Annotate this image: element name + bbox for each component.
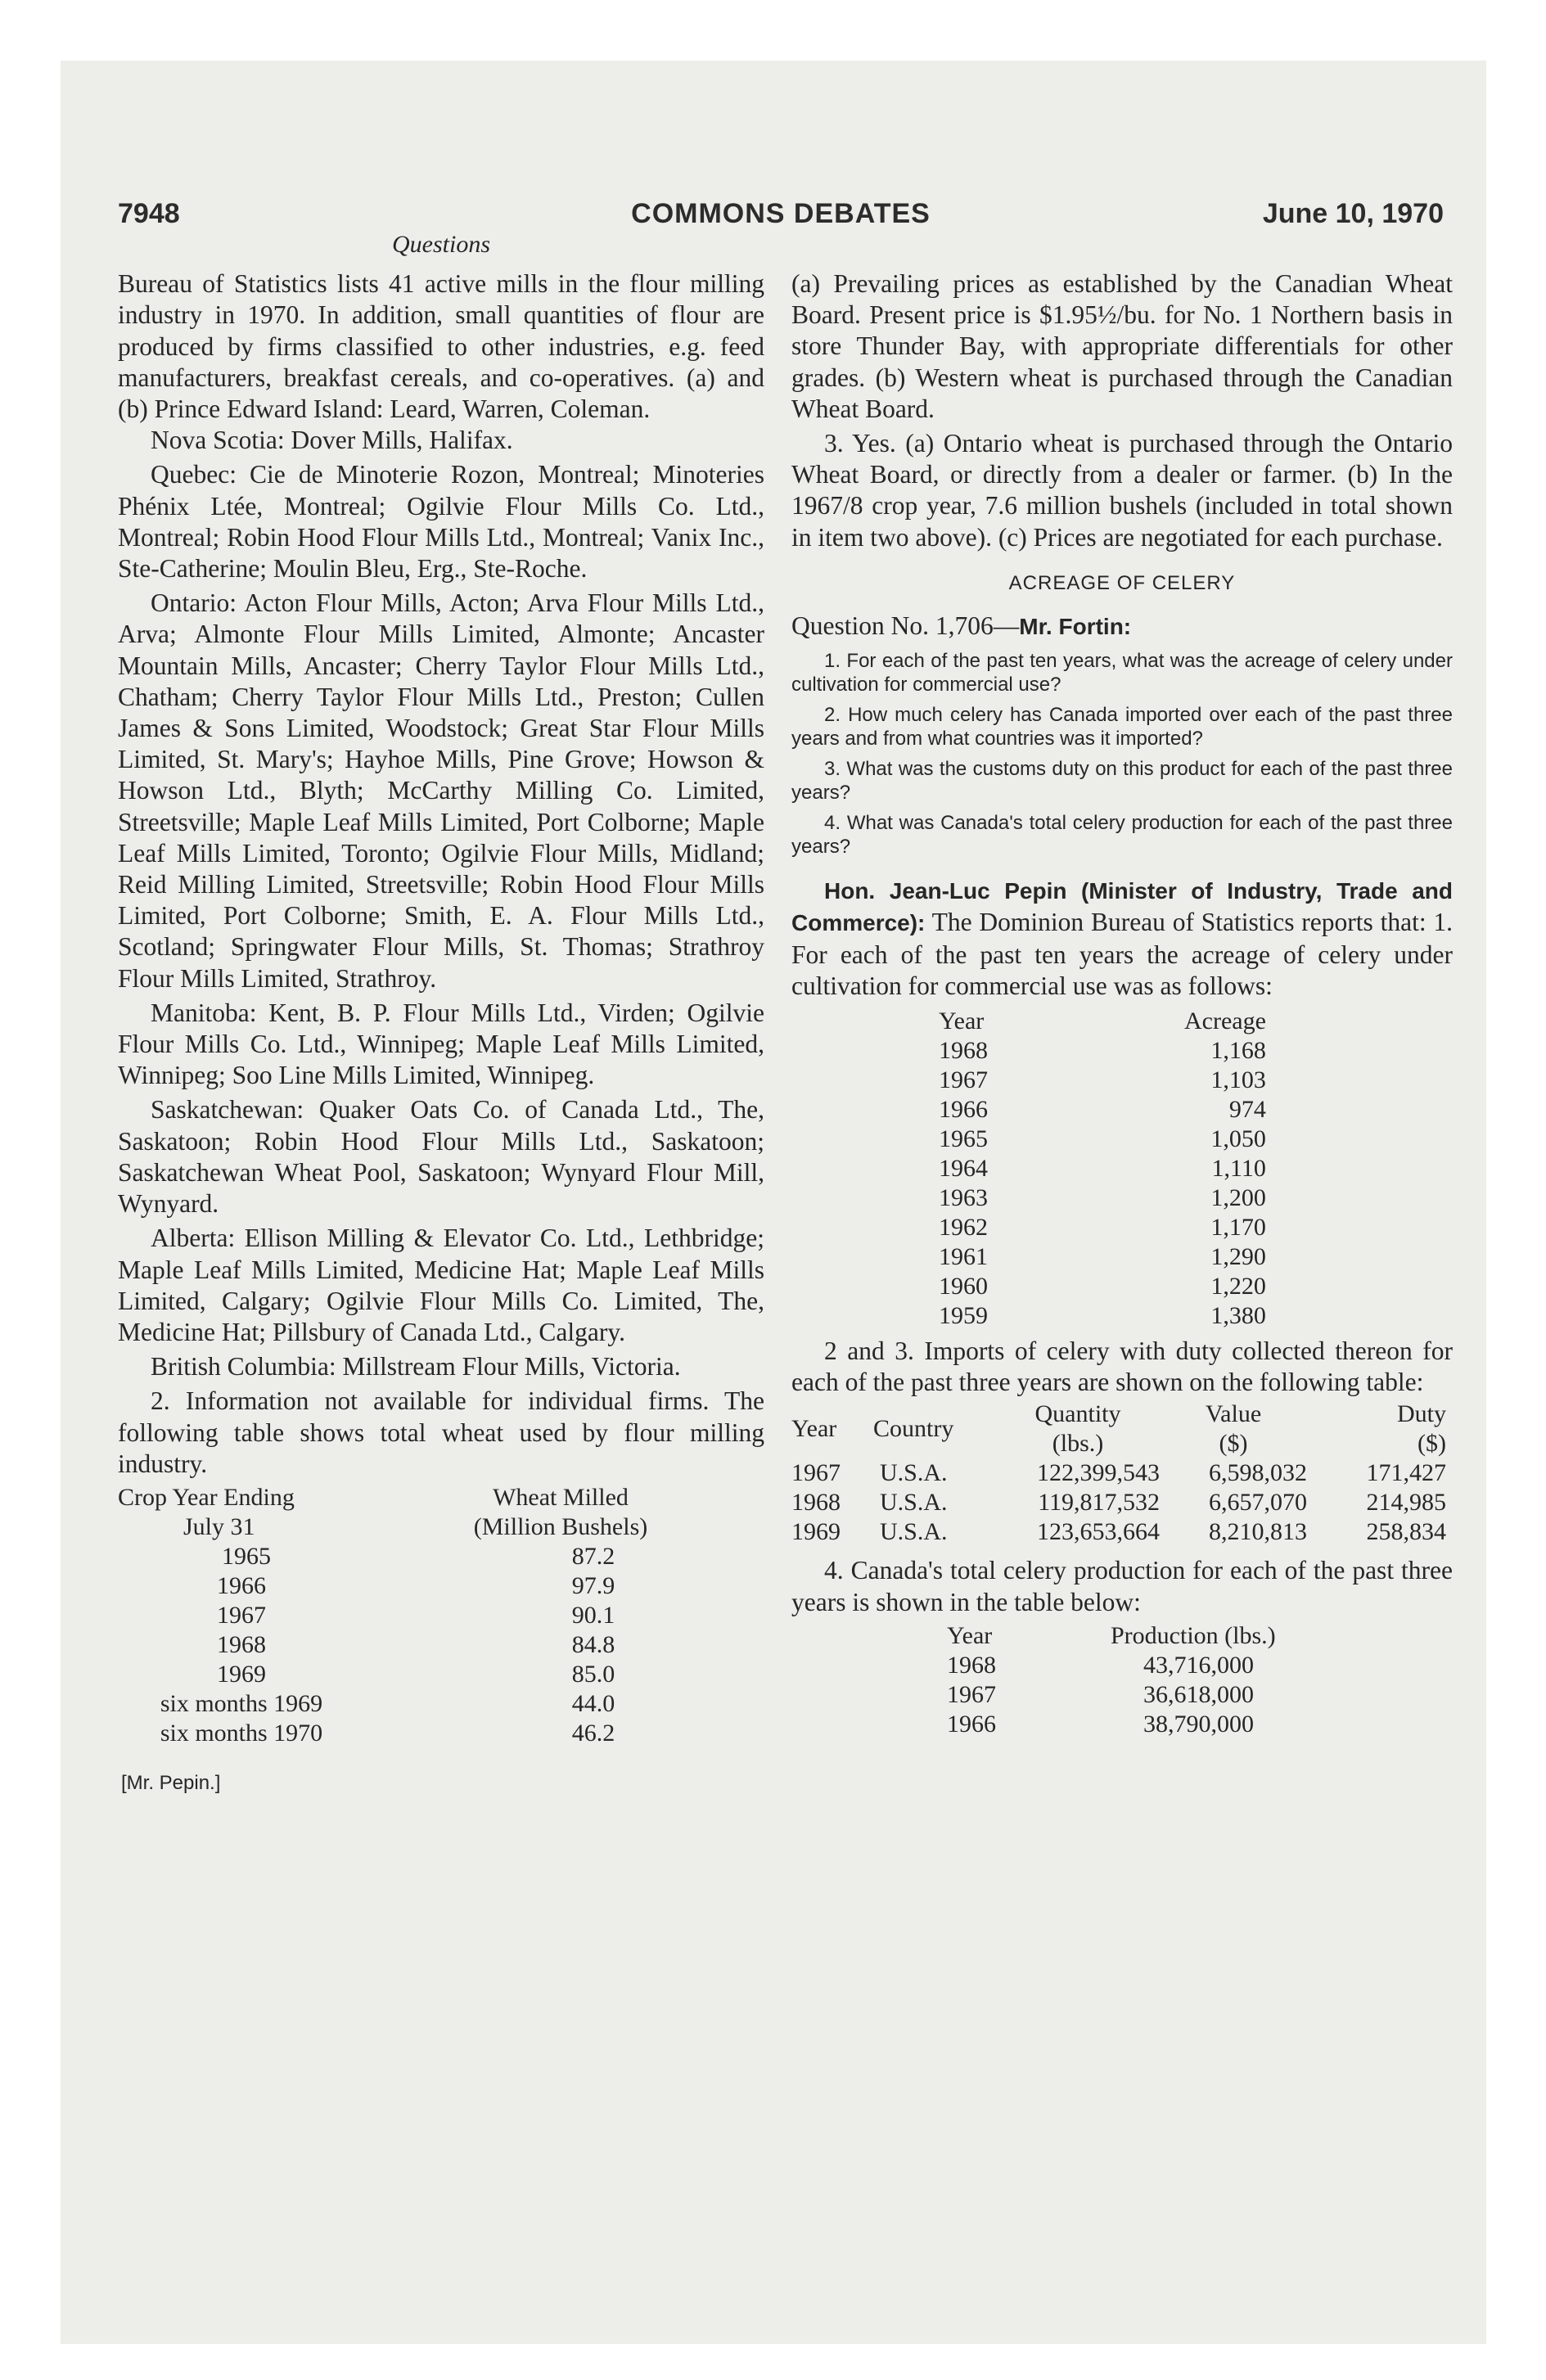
question-heading (791, 611, 1453, 642)
column-header-year: Year (939, 1007, 985, 1035)
paragraph-ontario: Ontario: Acton Flour Mills, Acton; Arva Flour Mills Ltd., Arva; Almonte Flour Mills Limited, Almonte; Ancaster Mountain Mills, Ancaster; Cherry Taylor Flour Mills Ltd., Chatham; Cherry Taylor Flour Mills Ltd., Preston; Cullen James & Sons Limited, Woodstock; Great Star Flour Mills Limited, St. Mary's; Hayhoe Mills, Pine Grove; Howson & Howson Ltd., Blyth; McCarthy Milling Co. Limited, Streetsville; Maple Leaf Mills Limited, Port Colborne; Maple Leaf Mills Limited, Toronto; Ogilvie Flour Mills, Midland; Reid Milling Limited, Streetsville; Robin Hood Flour Mills Limited, Port Colborne; Smith, E. A. Flour Mills Ltd., Scotland; Springwater Flour Mills, St. Thomas; Strathroy Flour Mills Limited, Strathroy. (118, 588, 764, 993)
column-header-line: ($) (1418, 1430, 1446, 1458)
table-row (118, 1601, 756, 1630)
table-row (939, 1095, 1266, 1125)
table-cell: 1968 (217, 1630, 266, 1658)
table-cell: 87.2 (571, 1542, 615, 1570)
question-item: 1. For each of the past ten years, what was the acreage of celery under cultivation for commercial use? (791, 650, 1453, 696)
table-row (939, 1036, 1266, 1066)
table-row (939, 1066, 1266, 1095)
table-cell: 1,110 (1211, 1155, 1266, 1183)
table-cell: 122,399,543 (1037, 1459, 1160, 1487)
question-item: 3. What was the customs duty on this product for each of the past three years? (791, 758, 1453, 805)
table-cell: 1962 (939, 1214, 988, 1242)
table-cell: 1966 (217, 1571, 266, 1599)
page-date: June 10, 1970 (1262, 198, 1444, 229)
table-cell: 974 (1228, 1096, 1266, 1124)
table-row (791, 1517, 1446, 1547)
table-cell: 90.1 (571, 1601, 615, 1629)
celery-acreage-table (939, 1007, 1266, 1331)
column-header-line: July 31 (183, 1512, 255, 1540)
column-header-quantity (996, 1400, 1160, 1458)
column-header-production: Production (lbs.) (1111, 1621, 1276, 1649)
table-row (118, 1689, 756, 1719)
paragraph-mill-count: Bureau of Statistics lists 41 active mills in the flour milling industry in 1970. In addition, small quantities of flour are produced by firms classified to other industries, e.g. feed manufacturers, breakfast cereals, and co-operatives. (a) and (b) Prince Edward Island: Leard, Warren, Coleman. (118, 269, 764, 424)
column-header-year: Year (947, 1621, 993, 1649)
table-cell: U.S.A. (880, 1459, 948, 1487)
paragraph-quebec: Quebec: Cie de Minoterie Rozon, Montreal; Minoteries Phénix Ltée, Montreal; Ogilvie Flour Mills Co. Ltd., Montreal; Robin Hood Flour Mills Ltd., Montreal; Vanix Inc., Ste-Catherine; Moulin Bleu, Erg., Ste-Roche. (118, 460, 764, 584)
question-item: 4. What was Canada's total celery production for each of the past three years? (791, 812, 1453, 859)
table-header-row (939, 1007, 1266, 1036)
table-cell: U.S.A. (880, 1489, 948, 1517)
answer-paragraph (791, 875, 1453, 1002)
table-cell: 214,985 (1366, 1489, 1446, 1517)
table-row (939, 1272, 1266, 1301)
paragraph-western-wheat: (a) Prevailing prices as established by the Canadian Wheat Board. Present price is $1.95½/bu. for No. 1 Northern basis in store Thunder Bay, with appropriate differentials for other grades. (b) Western wheat is purchased through the Canadian Wheat Board. (791, 269, 1453, 423)
table-cell: 1,103 (1210, 1066, 1266, 1094)
table-cell: 1,168 (1210, 1037, 1266, 1065)
table-row (118, 1571, 756, 1601)
paragraph-saskatchewan: Saskatchewan: Quaker Oats Co. of Canada Ltd., The, Saskatoon; Robin Hood Flour Mills Ltd., Saskatoon; Saskatchewan Wheat Pool, Saskatoon; Wynyard Flour Mill, Wynyard. (118, 1095, 764, 1219)
paragraph-imports: 2 and 3. Imports of celery with duty collected thereon for each of the past three years are shown on the following table: (791, 1336, 1453, 1397)
table-row (118, 1660, 756, 1689)
table-cell: 1,290 (1210, 1243, 1266, 1271)
table-cell: 44.0 (571, 1689, 615, 1717)
table-cell: 1965 (939, 1125, 988, 1153)
column-header-line: Duty (1397, 1400, 1446, 1428)
paragraph-manitoba: Manitoba: Kent, B. P. Flour Mills Ltd., Virden; Ogilvie Flour Mills Co. Ltd., Winnipeg; Maple Leaf Mills Limited, Winnipeg; Soo Line Mills Limited, Winnipeg. (118, 998, 764, 1090)
table-cell: 1,050 (1210, 1125, 1266, 1153)
column-header-line: Value (1205, 1400, 1262, 1428)
column-header-wheat-milled (365, 1483, 756, 1542)
column-header-country: Country (873, 1415, 954, 1443)
right-column (791, 229, 1453, 1739)
table-row (939, 1125, 1266, 1154)
table-cell: 97.9 (571, 1571, 615, 1599)
column-header-line: Crop Year Ending (118, 1483, 295, 1511)
table-row (947, 1710, 1276, 1739)
table-row (947, 1651, 1276, 1680)
table-cell: 1968 (947, 1651, 996, 1679)
table-cell: 1968 (791, 1489, 841, 1517)
wheat-milled-table (118, 1483, 756, 1748)
table-cell: 8,210,813 (1209, 1518, 1307, 1546)
table-cell: 1969 (217, 1660, 266, 1688)
page-number: 7948 (118, 198, 180, 229)
column-header-line: Quantity (1034, 1400, 1121, 1428)
paragraph-alberta: Alberta: Ellison Milling & Elevator Co. Ltd., Lethbridge; Maple Leaf Mills Limited, Medicine Hat; Maple Leaf Mills Limited, Calgary; Ogilvie Flour Mills Co. Limited, The, Medicine Hat; Pillsbury of Canada Ltd., Calgary. (118, 1224, 764, 1346)
table-cell: 6,657,070 (1209, 1489, 1307, 1517)
table-cell: 1968 (939, 1037, 988, 1065)
paragraph-nova-scotia: Nova Scotia: Dover Mills, Halifax. (151, 426, 513, 455)
table-row (791, 1488, 1446, 1517)
table-cell: 84.8 (571, 1630, 615, 1658)
table-cell: 1965 (222, 1542, 271, 1570)
table-row (118, 1542, 756, 1571)
table-cell: 1966 (947, 1710, 996, 1738)
paragraph-ontario-wheat: 3. Yes. (a) Ontario wheat is purchased through the Ontario Wheat Board, or directly from a dealer or farmer. (b) In the 1967/8 crop year, 7.6 million bushels (included in total shown in item two above). (c) Prices are negotiated for each purchase. (791, 429, 1453, 552)
table-header-row (791, 1400, 1446, 1458)
table-cell: 1961 (939, 1243, 988, 1271)
table-cell: 123,653,664 (1037, 1518, 1160, 1546)
column-header-crop-year (118, 1483, 365, 1542)
table-cell: 1966 (939, 1096, 988, 1124)
table-row (939, 1213, 1266, 1242)
table-cell: 1967 (217, 1601, 266, 1629)
table-cell: 43,716,000 (1143, 1651, 1254, 1679)
table-cell: 171,427 (1366, 1459, 1446, 1487)
table-cell: 1,170 (1210, 1214, 1266, 1242)
celery-imports-table (791, 1400, 1446, 1547)
question-label: Question No. 1,706— (791, 611, 1020, 641)
table-cell: 6,598,032 (1209, 1459, 1307, 1487)
column-header-line: (lbs.) (1052, 1430, 1104, 1458)
column-header-line: ($) (1219, 1430, 1248, 1458)
column-header-value (1160, 1400, 1307, 1458)
table-cell: 1967 (939, 1066, 988, 1094)
table-cell: six months 1969 (160, 1689, 323, 1717)
table-cell: 1,220 (1210, 1273, 1266, 1300)
table-cell: 1,200 (1210, 1184, 1266, 1212)
column-header-acreage: Acreage (1184, 1007, 1266, 1035)
running-head: Questions (392, 231, 490, 258)
question-item: 2. How much celery has Canada imported over each of the past three years and from what countries was it imported? (791, 704, 1453, 751)
table-row (939, 1242, 1266, 1272)
answer-text: The Dominion Bureau of Statistics reports that: 1. For each of the past ten years the acreage of celery under cultivation for commercial use was as follows: (791, 908, 1453, 1000)
table-cell: U.S.A. (880, 1518, 948, 1546)
column-header-line: Wheat Milled (493, 1483, 629, 1511)
column-header-line: (Million Bushels) (473, 1512, 648, 1540)
question-member: Mr. Fortin: (1019, 614, 1132, 640)
table-cell: 46.2 (571, 1719, 615, 1747)
table-cell: 1959 (939, 1302, 988, 1330)
table-cell: 38,790,000 (1143, 1710, 1254, 1738)
celery-production-table (947, 1621, 1276, 1739)
table-row (118, 1630, 756, 1660)
speaker-footnote: [Mr. Pepin.] (121, 1771, 221, 1794)
table-row (939, 1301, 1266, 1331)
table-cell: 1,380 (1210, 1302, 1266, 1330)
table-row (947, 1680, 1276, 1710)
table-cell: 85.0 (571, 1660, 615, 1688)
section-title: ACREAGE OF CELERY (1008, 571, 1236, 594)
table-cell: 1967 (947, 1680, 996, 1708)
table-cell: 36,618,000 (1143, 1680, 1254, 1708)
table-cell: 1964 (939, 1155, 988, 1183)
column-header-year: Year (791, 1415, 837, 1443)
left-column (118, 229, 764, 1799)
table-cell: 1969 (791, 1518, 841, 1546)
table-cell: 1963 (939, 1184, 988, 1212)
paragraph-british-columbia: British Columbia: Millstream Flour Mills, Victoria. (151, 1352, 681, 1382)
answer-speaker: Hon. Jean-Luc Pepin (Minister of Industry, Trade and Commerce): (791, 878, 1453, 936)
table-cell: 258,834 (1366, 1518, 1446, 1546)
table-cell: six months 1970 (160, 1719, 323, 1747)
paragraph-production: 4. Canada's total celery production for each of the past three years is shown in the table below: (791, 1556, 1453, 1616)
table-header-row (947, 1621, 1276, 1651)
table-row (118, 1719, 756, 1748)
paragraph-wheat-info: 2. Information not available for individual firms. The following table shows total wheat used by flour milling industry. (118, 1386, 764, 1478)
table-row (939, 1183, 1266, 1213)
publication-title: COMMONS DEBATES (631, 198, 931, 229)
table-row (939, 1154, 1266, 1183)
table-cell: 1960 (939, 1273, 988, 1300)
table-row (791, 1458, 1446, 1488)
table-cell: 119,817,532 (1038, 1489, 1160, 1517)
table-header-row (118, 1483, 756, 1542)
column-header-duty (1307, 1400, 1446, 1458)
table-cell: 1967 (791, 1459, 841, 1487)
